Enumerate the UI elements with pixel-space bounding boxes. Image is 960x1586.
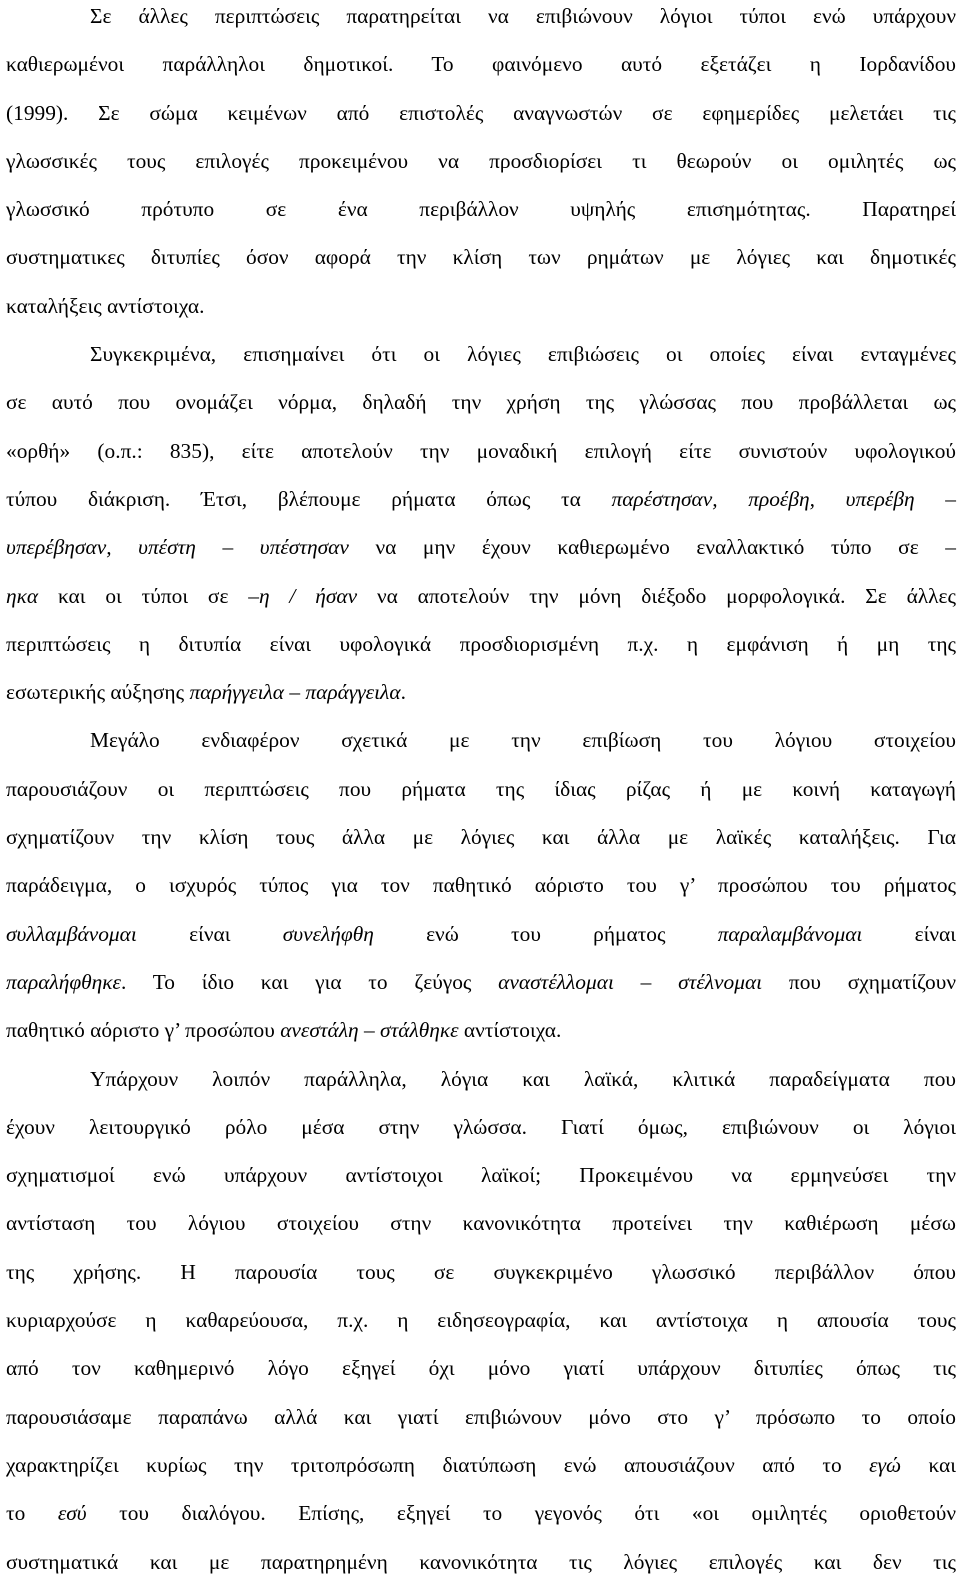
text-segment: και οι τύποι σε xyxy=(38,583,249,608)
text-line: συστηματικες διτυπίες όσον αφορά την κλίση των ρημάτων με λόγιες και δημοτικές xyxy=(6,245,956,270)
text-line: της χρήσης. Η παρουσία τους σε συγκεκριμένο γλωσσικό περιβάλλον όπου xyxy=(6,1259,956,1284)
text-segment: να αποτελούν την μόνη διέξοδο μορφολογικά. Σε άλλες xyxy=(357,583,956,608)
text-line: γλωσσικές τους επιλογές προκειμένου να προσδιορίσει τι θεωρούν οι ομιλητές ως xyxy=(6,148,956,173)
text-segment: χαρακτηρίζει κυρίως την τριτοπρόσωπη διατύπωση ενώ απουσιάζουν από το xyxy=(6,1452,870,1477)
italic-term: παρέστησαν, προέβη, υπερέβη – xyxy=(611,486,956,511)
text-segment: είναι xyxy=(136,921,283,946)
italic-term: παραλαμβάνομαι xyxy=(717,921,863,946)
text-line: από τον καθημερινό λόγο εξηγεί όχι μόνο γιατί υπάρχουν διτυπίες όπως τις xyxy=(6,1356,956,1381)
text-line xyxy=(6,523,956,571)
text-line: παρουσιάσαμε παραπάνω αλλά και γιατί επιβιώνουν μόνο στο γ’ πρόσωπο το οποίο xyxy=(6,1404,956,1429)
text-line: καθιερωμένοι παράλληλοι δημοτικοί. Το φαινόμενο αυτό εξετάζει η Ιορδανίδου xyxy=(6,52,956,77)
text-line: σε αυτό που ονομάζει νόρμα, δηλαδή την χρήση της γλώσσας που προβάλλεται ως xyxy=(6,390,956,415)
italic-term: εσύ xyxy=(57,1501,87,1526)
text-line: Μεγάλο ενδιαφέρον σχετικά με την επιβίωση του λόγιου στοιχείου xyxy=(90,728,956,753)
text-line: σχηματισμοί ενώ υπάρχουν αντίστοιχοι λαϊκοί; Προκειμένου να ερμηνεύσει την xyxy=(6,1163,956,1188)
text-segment: τύπου διάκριση. Έτσι, βλέπουμε ρήματα όπως τα xyxy=(6,486,612,511)
italic-term: υπερέβησαν, υπέστη – υπέστησαν xyxy=(6,535,349,560)
text-segment: . Το ίδιο και για το ζεύγος xyxy=(120,969,499,994)
text-line: σχηματίζουν την κλίση τους άλλα με λόγιες και άλλα με λαϊκές καταλήξεις. Για xyxy=(6,825,956,850)
text-line xyxy=(6,668,956,716)
text-line xyxy=(6,475,956,523)
text-line xyxy=(6,1006,956,1054)
text-segment: αντίστοιχα. xyxy=(458,1018,562,1043)
text-line: αντίσταση του λόγιου στοιχείου στην κανονικότητα προτείνει την καθιέρωση μέσω xyxy=(6,1211,956,1236)
text-line xyxy=(6,958,956,1006)
text-line xyxy=(6,910,956,958)
text-line: κυριαρχούσε η καθαρεύουσα, π.χ. η ειδησεογραφία, και αντίστοιχα η απουσία τους xyxy=(6,1308,956,1333)
text-segment: το xyxy=(6,1501,58,1526)
italic-term: ηκα xyxy=(6,583,39,608)
italic-term: συλλαμβάνομαι xyxy=(6,921,137,946)
text-line: παρουσιάζουν οι περιπτώσεις που ρήματα της ίδιας ρίζας ή με κοινή καταγωγή xyxy=(6,776,956,801)
text-line xyxy=(6,572,956,620)
text-segment: παθητικό αόριστο γ’ προσώπου xyxy=(6,1018,281,1043)
italic-term: παραλήφθηκε xyxy=(6,969,121,994)
italic-term: αναστέλλομαι – στέλνομαι xyxy=(498,969,763,994)
text-line: Σε άλλες περιπτώσεις παρατηρείται να επιβιώνουν λόγιοι τύποι ενώ υπάρχουν xyxy=(90,4,956,28)
text-line: «ορθή» (ο.π.: 835), είτε αποτελούν την μοναδική επιλογή είτε συνιστούν υφολογικού xyxy=(6,438,956,463)
text-line: (1999). Σε σώμα κειμένων από επιστολές αναγνωστών σε εφημερίδες μελετάει τις xyxy=(6,100,956,125)
text-line: Υπάρχουν λοιπόν παράλληλα, λόγια και λαϊκά, κλιτικά παραδείγματα που xyxy=(90,1066,956,1091)
italic-term: εγώ xyxy=(869,1452,901,1477)
text-line: Συγκεκριμένα, επισημαίνει ότι οι λόγιες επιβιώσεις οι οποίες είναι ενταγμένες xyxy=(90,342,956,367)
text-segment: και xyxy=(900,1452,956,1477)
text-segment: που σχηματίζουν xyxy=(762,969,956,994)
text-line: γλωσσικό πρότυπο σε ένα περιβάλλον υψηλής επισημότητας. Παρατηρεί xyxy=(6,197,956,222)
text-line: περιπτώσεις η διτυπία είναι υφολογικά προσδιορισμένη π.χ. η εμφάνιση ή μη της xyxy=(6,631,956,656)
italic-term: συνελήφθη xyxy=(282,921,374,946)
text-segment: . xyxy=(400,680,406,705)
italic-term: παρήγγειλα – παράγγειλα xyxy=(189,680,401,705)
text-segment: είναι xyxy=(862,921,956,946)
text-segment: του διαλόγου. Επίσης, εξηγεί το γεγονός ότι «οι ομιλητές οριοθετούν xyxy=(86,1501,957,1526)
text-line: έχουν λειτουργικό ρόλο μέσα στην γλώσσα. Γιατί όμως, επιβιώνουν οι λόγιοι xyxy=(6,1114,956,1139)
text-segment: να μην έχουν καθιερωμένο εναλλακτικό τύπο σε – xyxy=(348,535,956,560)
text-line xyxy=(6,1441,956,1489)
text-line: καταλήξεις αντίστοιχα. xyxy=(6,293,205,318)
document-body xyxy=(6,0,956,1586)
text-line xyxy=(6,1489,956,1537)
text-line: συστηματικά και με παρατηρημένη κανονικότητα τις λόγιες επιλογές και δεν τις xyxy=(6,1549,956,1574)
text-line: παράδειγμα, ο ισχυρός τύπος για τον παθητικό αόριστο του γ’ προσώπου του ρήματος xyxy=(6,873,956,898)
text-segment: ενώ του ρήματος xyxy=(373,921,718,946)
italic-term: ανεστάλη – στάλθηκε xyxy=(280,1018,459,1043)
text-segment: εσωτερικής αύξησης xyxy=(6,680,190,705)
italic-term: –η / ήσαν xyxy=(248,583,358,608)
